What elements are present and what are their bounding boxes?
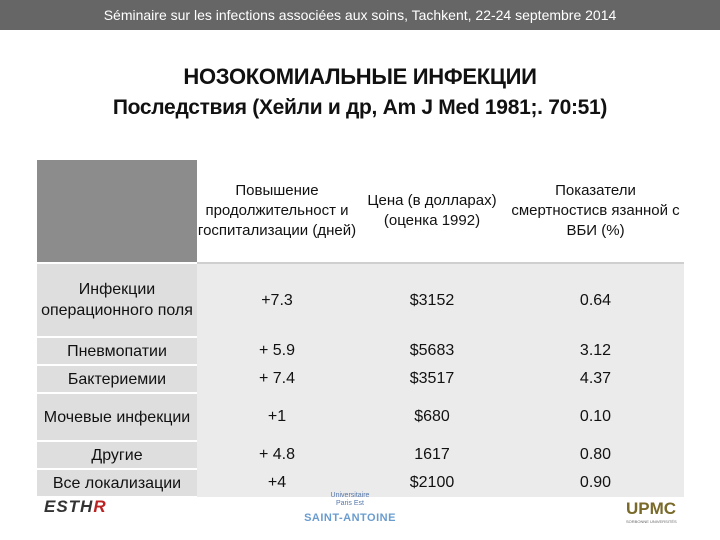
row-label: Пневмопатии xyxy=(37,337,197,365)
university-logo-line1: Universitaire xyxy=(330,492,370,499)
row-label: Все локализации xyxy=(37,469,197,497)
cell-cost: $2100 xyxy=(357,469,507,497)
table-header-row xyxy=(37,160,684,263)
cell-stay: + 5.9 xyxy=(197,337,357,365)
row-label: Другие xyxy=(37,441,197,469)
cell-stay: + 4.8 xyxy=(197,441,357,469)
cell-mortality: 0.80 xyxy=(507,441,684,469)
table-row xyxy=(37,393,684,441)
cell-stay: +1 xyxy=(197,393,357,441)
slide-title: НОЗОКОМИАЛЬНЫЕ ИНФЕКЦИИ xyxy=(183,64,537,89)
upmc-logo xyxy=(626,499,688,529)
cell-stay: +4 xyxy=(197,469,357,497)
cell-cost: $3152 xyxy=(357,263,507,337)
table-row xyxy=(37,365,684,393)
cell-cost: $3517 xyxy=(357,365,507,393)
data-table xyxy=(37,160,684,498)
cell-cost: $5683 xyxy=(357,337,507,365)
banner-text: Séminaire sur les infections associées aux soins, Tachkent, 22-24 septembre 2014 xyxy=(103,7,617,23)
table-row xyxy=(37,337,684,365)
table-row xyxy=(37,263,684,337)
top-banner xyxy=(0,0,720,30)
upmc-logo-tag: SORBONNE UNIVERSITÉS xyxy=(626,519,677,524)
cell-mortality: 0.64 xyxy=(507,263,684,337)
cell-stay: +7.3 xyxy=(197,263,357,337)
row-label: Бактериемии xyxy=(37,365,197,393)
cell-mortality: 4.37 xyxy=(507,365,684,393)
upmc-logo-word: UPMC xyxy=(626,499,677,518)
university-logo-line3: SAINT-ANTOINE xyxy=(304,512,396,524)
header-stay: Повышение продолжительност и госпитализации (дней) xyxy=(197,160,357,263)
cell-stay: + 7.4 xyxy=(197,365,357,393)
row-label: Мочевые инфекции xyxy=(37,393,197,441)
university-logo xyxy=(300,492,400,534)
esther-logo-main: ESTH xyxy=(44,497,94,516)
row-label: Инфекции операционного поля xyxy=(37,263,197,337)
header-cost: Цена (в долларах) (оценка 1992) xyxy=(357,160,507,263)
table-row xyxy=(37,441,684,469)
university-logo-line2: Paris Est xyxy=(335,500,364,507)
cell-mortality: 3.12 xyxy=(507,337,684,365)
header-mortality: Показатели смертностисв язанной с ВБИ (%) xyxy=(507,160,684,263)
cell-cost: $680 xyxy=(357,393,507,441)
esther-logo-accent: R xyxy=(93,497,107,516)
slide-subtitle: Последствия (Хейли и др, Am J Med 1981;. 70:51) xyxy=(112,96,608,119)
cell-mortality: 0.10 xyxy=(507,393,684,441)
cell-mortality: 0.90 xyxy=(507,469,684,497)
header-corner xyxy=(37,160,197,263)
esther-logo xyxy=(44,497,114,523)
cell-cost: 1617 xyxy=(357,441,507,469)
